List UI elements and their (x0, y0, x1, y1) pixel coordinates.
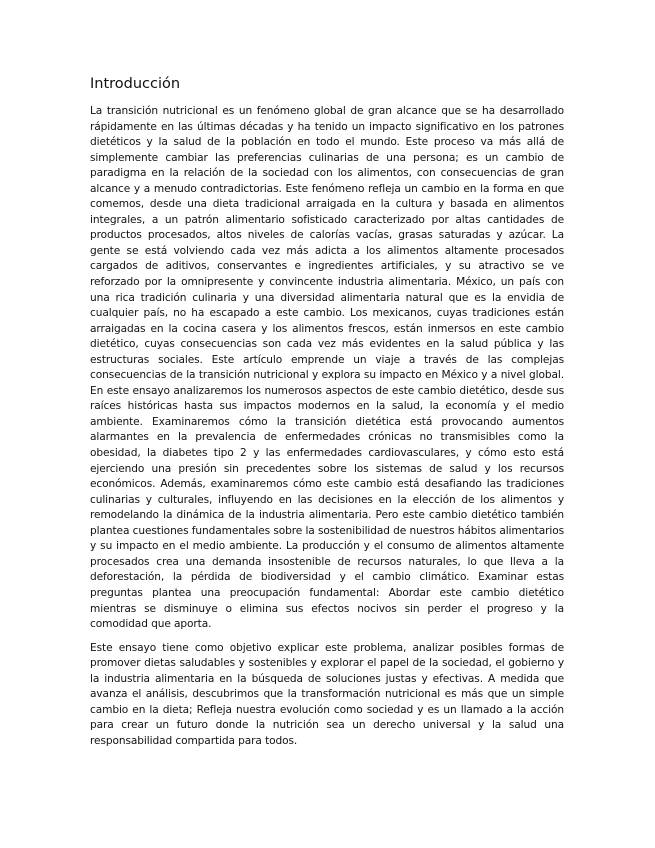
page-title: Introducción (90, 76, 181, 92)
document-page (90, 74, 564, 749)
paragraph-objective: Este ensayo tiene como objetivo explicar este problema, analizar posibles formas de promover dietas saludables y sostenibles y explorar el papel de la sociedad, el gobierno y la industria alimentaria en la búsqueda de soluciones justas y efectivas. A medida que avanza el análisis, descubrimos que la transformación nutricional es más que un simple cambio en la dieta; Refleja nuestra evolución como sociedad y es un llamado a la acción para crear un futuro donde la nutrición sea un derecho universal y la salud una responsabilidad compartida para todos. (90, 641, 564, 747)
paragraph-intro: La transición nutricional es un fenómeno global de gran alcance que se ha desarrollado rápidamente en las últimas décadas y ha tenido un impacto significativo en los patrones dietéticos y la salud de la población en todo el mundo. Este proceso va más allá de simplemente cambiar las preferencias culinarias de una persona; es un cambio de paradigma en la relación de la sociedad con los alimentos, con consecuencias de gran alcance y a menudo contradictorias. Este fenómeno refleja un cambio en la forma en que comemos, desde una dieta tradicional arraigada en la cultura y basada en alimentos integrales, a un patrón alimentario sofisticado caracterizado por altas cantidades de productos procesados, altos niveles de calorías vacías, grasas saturadas y azúcar. La gente se está volviendo cada vez más adicta a los alimentos altamente procesados cargados de aditivos, conservantes e ingredientes artificiales, y su atractivo se ve reforzado por la omnipresente y convincente industria alimentaria. México, un país con una rica tradición culinaria y una diversidad alimentaria natural que es la envidia de cualquier país, no ha escapado a este cambio. Los mexicanos, cuyas tradiciones están arraigadas en la cocina casera y los alimentos frescos, están inmersos en este cambio dietético, cuyas consecuencias son cada vez más evidentes en la salud pública y las estructuras sociales. Este artículo emprende un viaje a través de las complejas consecuencias de la transición nutricional y explora su impacto en México y a nivel global. En este ensayo analizaremos los numerosos aspectos de este cambio dietético, desde sus raíces históricas hasta sus impactos modernos en la salud, la economía y el medio ambiente. Examinaremos cómo la transición dietética está provocando aumentos alarmantes en la prevalencia de enfermedades crónicas no transmisibles como la obesidad, la diabetes tipo 2 y las enfermedades cardiovasculares, y cómo esto está ejerciendo una presión sin precedentes sobre los sistemas de salud y los recursos económicos. Además, examinaremos cómo este cambio está desafiando las tradiciones culinarias y culturales, influyendo en las decisiones en la elección de los alimentos y remodelando la dinámica de la industria alimentaria. Pero este cambio dietético también plantea cuestiones fundamentales sobre la sostenibilidad de nuestros hábitos alimentarios y su impacto en el medio ambiente. La producción y el consumo de alimentos altamente procesados crea una demanda insostenible de recursos naturales, lo que lleva a la deforestación, la pérdida de biodiversidad y el cambio climático. Examinar estas preguntas plantea una preocupación fundamental: Abordar este cambio dietético mientras se disminuye o elimina sus efectos nocivos sin perder el progreso y la comodidad que aporta. (90, 105, 564, 631)
